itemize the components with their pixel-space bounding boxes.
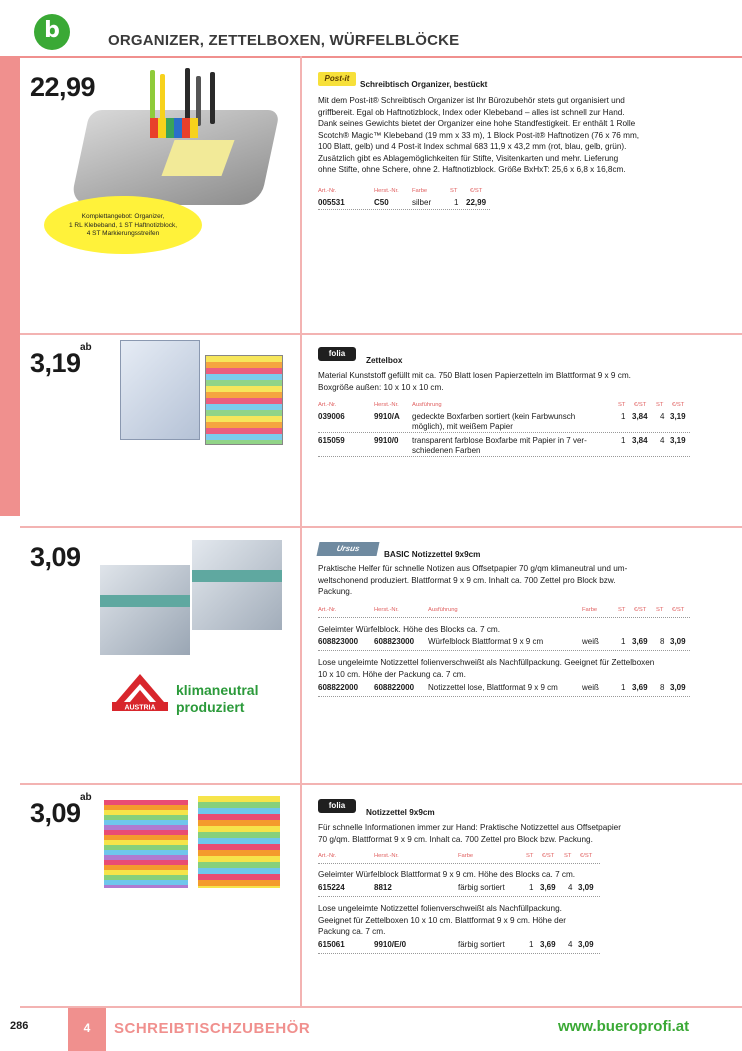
desc-line: Scotch® Magic™ Klebeband (19 mm x 33 m), 1 Block Post-it® Haftnotizen (76 x 76 mm, <box>318 130 640 140</box>
art-nr: 608823000 <box>318 637 359 646</box>
unit-price: 3,09 <box>670 683 686 692</box>
burst-line: Komplettangebot: Organizer, <box>81 213 165 220</box>
rainbow-cube-image <box>104 800 188 888</box>
ausfuehrung: transparent farblose Boxfarbe mit Papier in 7 ver- <box>412 436 587 445</box>
section-divider <box>20 333 742 335</box>
desc-line: Geleimter Würfelblock Blattformat 9 x 9 cm. Höhe des Blocks ca. 7 cm. <box>318 870 576 879</box>
page-number: 286 <box>10 1020 29 1032</box>
col-st: ST <box>656 402 664 408</box>
col-price: €/ST <box>542 853 555 859</box>
austria-mountain-icon <box>112 672 168 712</box>
price-tag: 3,09 <box>30 798 81 828</box>
desc-line: Zusätzlich gibt es Ablagemöglichkeiten für Stifte, Visitenkarten und mehr. Lieferung <box>318 153 619 163</box>
desc-line: 10 x 10 cm. Höhe der Packung ca. 7 cm. <box>318 669 466 679</box>
website-link[interactable]: www.bueroprofi.at <box>558 1018 690 1035</box>
desc-line: Lose ungeleimte Notizzettel folienverschweißt als Nachfüllpackung. <box>318 904 562 913</box>
unit-price: 3,09 <box>670 637 686 646</box>
col-herst: Herst.-Nr. <box>374 188 399 194</box>
desc-line: griffbereit. Egal ob Haftnotizblock, Index oder Klebeband – alles ist schnell zur Hand. <box>318 107 625 117</box>
klimaneutral-label: klimaneutral <box>176 682 259 698</box>
col-ausf: Ausführung <box>428 607 458 613</box>
unit-price: 3,09 <box>578 940 594 949</box>
qty: 1 <box>621 436 626 445</box>
desc-line: Praktische Helfer für schnelle Notizen aus Offsetpapier 70 g/qm klimaneutral und um- <box>318 564 628 573</box>
art-nr: 615059 <box>318 436 345 445</box>
zettelbox-rainbow-image <box>205 355 283 445</box>
unit-price: 3,09 <box>578 883 594 892</box>
folia-logo: folia <box>318 799 356 813</box>
col-st: ST <box>618 607 626 613</box>
ausfuehrung: gedeckte Boxfarben sortiert (kein Farbwunsch <box>412 412 576 421</box>
row-dots <box>318 456 690 457</box>
art-nr: 608822000 <box>318 683 359 692</box>
desc-line: Boxgröße außen: 10 x 10 x 10 cm. <box>318 382 444 392</box>
herst-nr: 608823000 <box>374 637 415 646</box>
qty: 1 <box>529 883 534 892</box>
col-farbe: Farbe <box>582 607 598 613</box>
col-price: €/ST <box>470 188 483 194</box>
ausfuehrung: möglich), mit weißem Papier <box>412 422 513 431</box>
produziert-label: produziert <box>176 699 245 715</box>
herst-nr: 9910/0 <box>374 436 399 445</box>
col-art: Art.-Nr. <box>318 853 337 859</box>
ausfuehrung: Würfelblock Blattformat 9 x 9 cm <box>428 637 544 646</box>
qty: 1 <box>529 940 534 949</box>
row-dots <box>318 863 600 864</box>
ausfuehrung: schiedenen Farben <box>412 446 481 455</box>
table-row <box>318 683 690 695</box>
col-art: Art.-Nr. <box>318 402 337 408</box>
product-title: Notizzettel 9x9cm <box>366 808 435 817</box>
qty: 8 <box>660 683 665 692</box>
farbe: färbig sortiert <box>458 940 505 949</box>
table-row <box>318 940 600 952</box>
col-farbe: Farbe <box>458 853 474 859</box>
product-description <box>318 563 627 598</box>
farbe: weiß <box>582 637 599 646</box>
col-st: ST <box>618 402 626 408</box>
zettelbox-white-image <box>120 340 200 440</box>
art-nr: 615061 <box>318 940 345 949</box>
column-divider <box>300 56 302 1006</box>
unit-price: 3,69 <box>540 940 556 949</box>
farbe: silber <box>412 198 432 207</box>
variant-description <box>318 869 575 881</box>
col-price: €/ST <box>672 607 685 613</box>
notizzettel-cube-image <box>192 540 282 630</box>
desc-line: ohne Stifte, ohne Schere, ohne 2. Haftnotizblock. Größe BxHxT: 25,6 x 6,8 x 16,8cm. <box>318 165 626 174</box>
ausfuehrung: Notizzettel lose, Blattformat 9 x 9 cm <box>428 683 558 692</box>
ursus-logo: Ursus <box>317 542 380 556</box>
cube-band <box>100 595 190 607</box>
section-divider <box>20 1006 742 1008</box>
product-title: BASIC Notizzettel 9x9cm <box>384 550 481 559</box>
table-row <box>318 637 690 649</box>
price-from: ab <box>80 792 92 803</box>
row-dots <box>318 650 690 651</box>
unit-price: 3,19 <box>670 412 686 421</box>
qty: 1 <box>454 198 459 207</box>
price-tag: 22,99 <box>30 72 96 102</box>
farbe: weiß <box>582 683 599 692</box>
row-dots <box>318 617 690 618</box>
row-dots <box>318 896 600 897</box>
product-description <box>318 822 621 845</box>
desc-line: Packung. <box>318 587 353 596</box>
chapter-side-bar <box>0 56 20 516</box>
col-price: €/ST <box>672 402 685 408</box>
unit-price: 3,19 <box>670 436 686 445</box>
chapter-label: SCHREIBTISCHZUBEHÖR <box>114 1020 311 1037</box>
desc-line: Packung ca. 7 cm. <box>318 927 386 936</box>
col-herst: Herst.-Nr. <box>374 402 399 408</box>
col-herst: Herst.-Nr. <box>374 853 399 859</box>
col-ausf: Ausführung <box>412 402 442 408</box>
col-art: Art.-Nr. <box>318 607 337 613</box>
herst-nr: 608822000 <box>374 683 415 692</box>
desc-line: Dank seines Gewichts bietet der Organizer eine hohe Standfestigkeit. Er enthält 1 Rolle <box>318 119 636 128</box>
qty: 4 <box>568 883 573 892</box>
price-from: ab <box>80 342 92 353</box>
col-price: €/ST <box>634 402 647 408</box>
postit-logo: Post-it <box>318 72 356 86</box>
product-title: Schreibtisch Organizer, bestückt <box>360 80 488 89</box>
qty: 4 <box>660 412 665 421</box>
art-nr: 039006 <box>318 412 345 421</box>
brand-logo-b: b <box>34 14 70 50</box>
desc-line: Geeignet für Zettelboxen 10 x 10 cm. Blattformat 9 x 9 cm. Höhe der <box>318 915 567 925</box>
folia-logo: folia <box>318 347 356 361</box>
product-title: Zettelbox <box>366 356 403 365</box>
notizzettel-cube-image <box>100 565 190 655</box>
row-dots <box>318 432 690 433</box>
unit-price: 22,99 <box>466 198 487 207</box>
unit-price: 3,69 <box>540 883 556 892</box>
herst-nr: 9910/E/0 <box>374 940 407 949</box>
desc-line: Material Kunststoff gefüllt mit ca. 750 Blatt losen Papierzetteln im Blattformat 9 x 9 cm. <box>318 371 631 380</box>
col-art: Art.-Nr. <box>318 188 337 194</box>
col-st: ST <box>656 607 664 613</box>
art-nr: 615224 <box>318 883 345 892</box>
product-description <box>318 95 639 176</box>
variant-description <box>318 657 654 680</box>
qty: 1 <box>621 412 626 421</box>
qty: 8 <box>660 637 665 646</box>
col-farbe: Farbe <box>412 188 428 194</box>
unit-price: 3,69 <box>632 683 648 692</box>
col-st: ST <box>564 853 572 859</box>
desc-line: Mit dem Post-it® Schreibtisch Organizer ist Ihr Bürozubehör stets gut organisiert und <box>318 96 625 105</box>
herst-nr: C50 <box>374 198 389 207</box>
desc-line: Geleimter Würfelblock. Höhe des Blocks ca. 7 cm. <box>318 625 501 634</box>
chapter-number: 4 <box>68 1008 106 1051</box>
table-row <box>318 412 690 434</box>
burst-line: 4 ST Markierungsstreifen <box>86 230 160 237</box>
unit-price: 3,84 <box>632 436 648 445</box>
col-st: ST <box>526 853 534 859</box>
desc-line: weltschonend produziert. Blattformat 9 x 9 cm. Inhalt ca. 700 Zettel pro Block bzw. <box>318 575 616 585</box>
table-row <box>318 883 600 895</box>
product-description <box>318 370 631 393</box>
price-tag: 3,19 <box>30 348 81 378</box>
section-divider <box>20 526 742 528</box>
qty: 1 <box>621 637 626 646</box>
burst-line: 1 RL Klebeband, 1 ST Haftnotizblock, <box>68 221 178 229</box>
rainbow-cube-image <box>198 796 280 888</box>
row-dots <box>318 696 690 697</box>
herst-nr: 9910/A <box>374 412 400 421</box>
austria-label: AUSTRIA <box>124 704 156 712</box>
desc-line: Für schnelle Informationen immer zur Hand: Praktische Notizzettel aus Offsetpapier <box>318 823 621 832</box>
table-row <box>318 436 690 458</box>
section-divider <box>20 783 742 785</box>
desc-line: 100 Blatt, gelb) und 4 Post-it Index schmal 683 11,9 x 43,2 mm (rot, blau, gelb, grün). <box>318 142 627 151</box>
variant-description <box>318 903 566 938</box>
qty: 1 <box>621 683 626 692</box>
art-nr: 005531 <box>318 198 345 207</box>
row-dots <box>318 209 490 210</box>
page-title: ORGANIZER, ZETTELBOXEN, WÜRFELBLÖCKE <box>108 32 460 49</box>
col-st: ST <box>450 188 458 194</box>
variant-description <box>318 624 500 636</box>
row-dots <box>318 953 600 954</box>
unit-price: 3,84 <box>632 412 648 421</box>
qty: 4 <box>568 940 573 949</box>
qty: 4 <box>660 436 665 445</box>
desc-line: Lose ungeleimte Notizzettel folienverschweißt als Nachfüllpackung. Geeignet für Zettelboxen <box>318 658 655 667</box>
desc-line: 70 g/qm. Blattformat 9 x 9 cm. Inhalt ca. 700 Zettel pro Block bzw. Packung. <box>318 834 593 844</box>
unit-price: 3,69 <box>632 637 648 646</box>
offer-burst <box>44 196 202 254</box>
price-tag: 3,09 <box>30 542 81 572</box>
col-herst: Herst.-Nr. <box>374 607 399 613</box>
col-price: €/ST <box>580 853 593 859</box>
farbe: färbig sortiert <box>458 883 505 892</box>
herst-nr: 8812 <box>374 883 392 892</box>
col-price: €/ST <box>634 607 647 613</box>
cube-band <box>192 570 282 582</box>
